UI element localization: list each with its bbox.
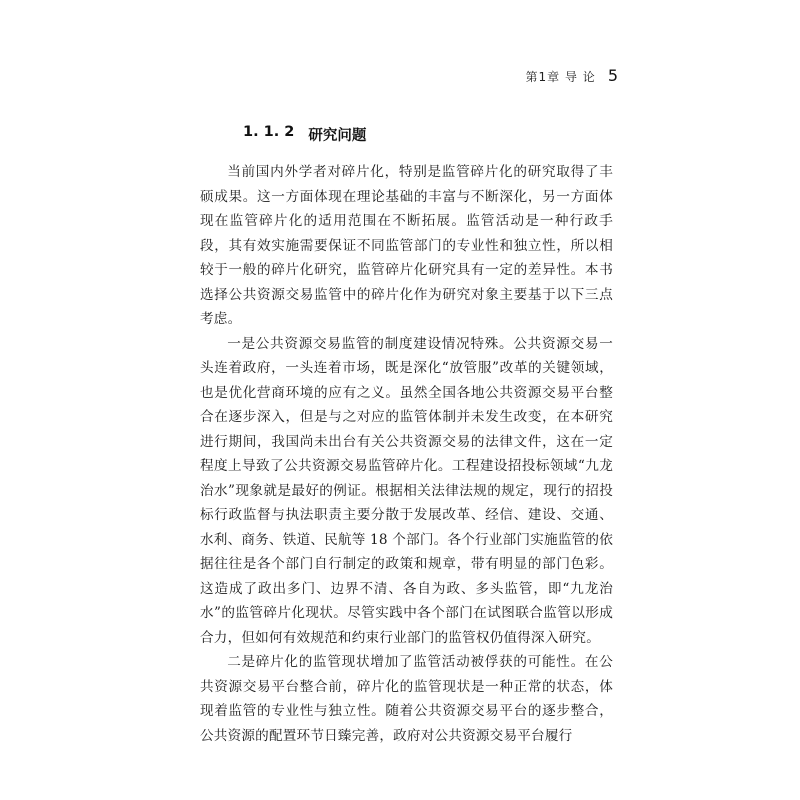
paragraph-1: 当前国内外学者对碎片化，特别是监管碎片化的研究取得了丰硕成果。这一方面体现在理论基础的丰富与不断深化，另一方面体现在监管碎片化的适用范围在不断拓展。监管活动是一种行政手段，其有效实施需要保证不同监管部门的专业性和独立性，所以相较于一般的碎片化研究，监管碎片化研究具有一定的差异性。本书选择公共资源交易监管中的碎片化作为研究对象主要基于以下三点考虑。	[200, 164, 613, 327]
paragraph-3: 二是碎片化的监管现状增加了监管活动被俘获的可能性。在公共资源交易平台整合前，碎片化的监管现状是一种正常的状态，体现着监管的专业性与独立性。随着公共资源交易平台的逐步整合，公共资源的配置环节日臻完善，政府对公共资源交易平台履行	[200, 654, 613, 744]
section-heading	[243, 124, 366, 145]
section-title: 研究问题	[308, 128, 367, 144]
running-header	[526, 66, 618, 85]
chapter-label: 第1章 导 论	[525, 70, 596, 84]
body-text	[200, 160, 613, 748]
paragraph-2: 一是公共资源交易监管的制度建设情况特殊。公共资源交易一头连着政府，一头连着市场，既是深化“放管服”改革的关键领域，也是优化营商环境的应有之义。虽然全国各地公共资源交易平台整合在逐步深入，但是与之对应的监管体制并未发生改变，在本研究进行期间，我国尚未出台有关公共资源交易的法律文件，这在一定程度上导致了公共资源交易监管碎片化。工程建设招投标领域“九龙治水”现象就是最好的例证。根据相关法律法规的规定，现行的招投标行政监督与执法职责主要分散于发展改革、经信、建设、交通、水利、商务、铁道、民航等 18 个部门。各个行业部门实施监管的依据往往是各个部门自行制定的政策和规章，带有明显的部门色彩。这造成了政出多门、边界不清、各自为政、多头监管，即“九龙治水”的监管碎片化现状。尽管实践中各个部门在试图联合监管以形成合力，但如何有效规范和约束行业部门的监管权仍值得深入研究。	[200, 335, 613, 646]
section-number: 1. 1. 2	[243, 124, 295, 140]
page-number: 5	[607, 66, 618, 85]
